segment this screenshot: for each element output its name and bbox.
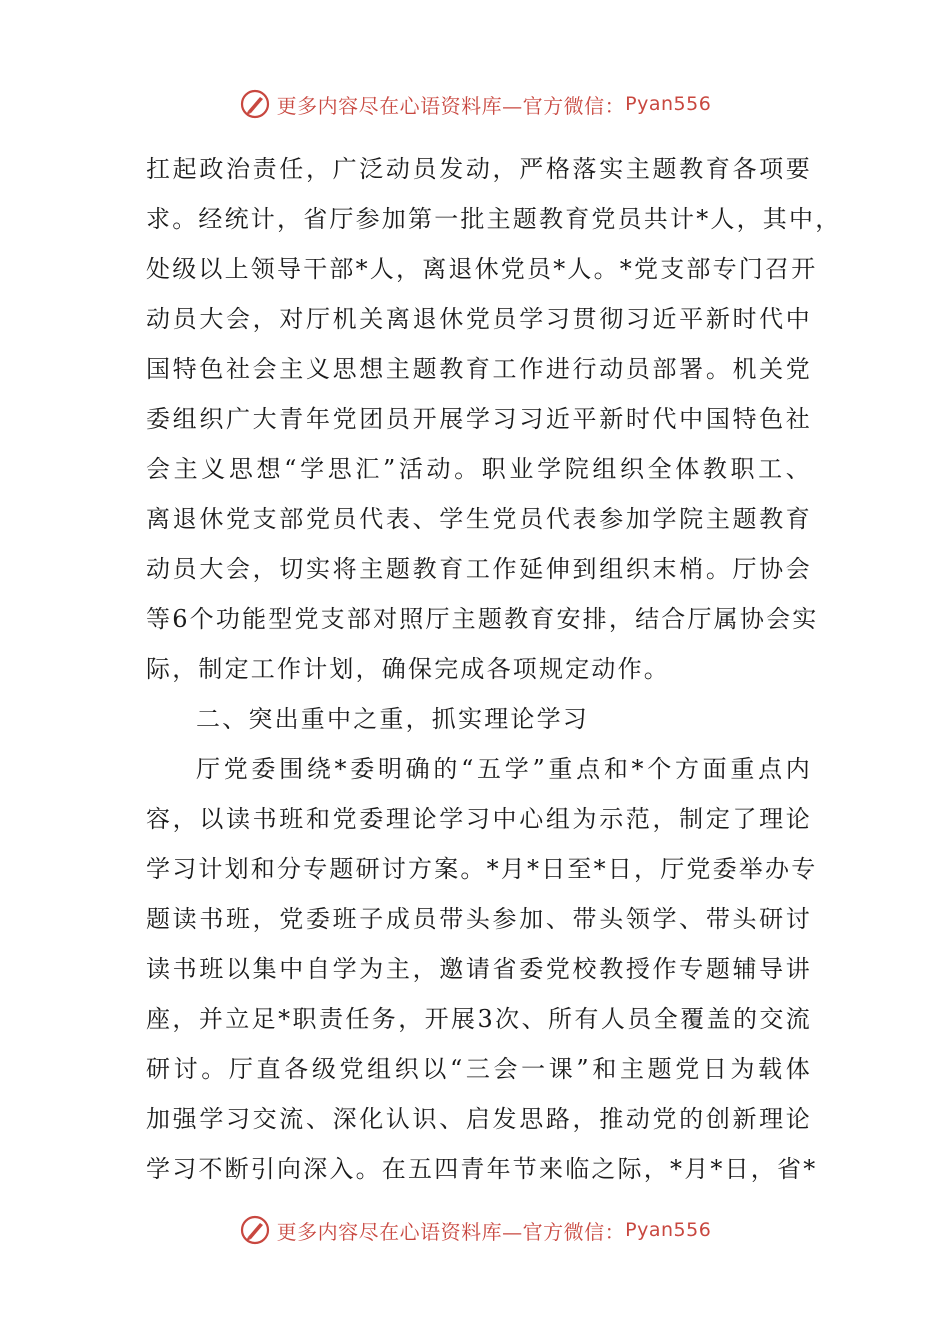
watermark-text: 更多内容尽在心语资料库—官方微信： (276, 1219, 626, 1244)
body-line: 研讨。厅直各级党组织以“三会一课”和主题党日为载体 (146, 1055, 812, 1083)
body-line: 动员大会，对厅机关离退休党员学习贯彻习近平新时代中 (146, 305, 812, 333)
body-line: 会主义思想“学思汇”活动。职业学院组织全体教职工、 (146, 455, 812, 483)
pen-circle-icon (239, 1214, 271, 1246)
body-line: 容，以读书班和党委理论学习中心组为示范，制定了理论 (146, 805, 812, 833)
section-heading: 二、突出重中之重，抓实理论学习 (196, 705, 589, 733)
watermark-footer (0, 1210, 950, 1250)
body-line: 处级以上领导干部*人，离退休党员*人。*党支部专门召开 (146, 255, 818, 283)
body-line: 动员大会，切实将主题教育工作延伸到组织末梢。厅协会 (146, 555, 812, 583)
body-line: 座，并立足*职责任务，开展3次、所有人员全覆盖的交流 (146, 1005, 812, 1033)
watermark-text: 更多内容尽在心语资料库—官方微信： (276, 93, 626, 118)
body-line: 学习计划和分专题研讨方案。*月*日至*日，厅党委举办专 (146, 855, 818, 883)
body-line: 国特色社会主义思想主题教育工作进行动员部署。机关党 (146, 355, 812, 383)
body-line: 扛起政治责任，广泛动员发动，严格落实主题教育各项要 (146, 155, 812, 183)
watermark-handle: Pyan556 (625, 93, 712, 115)
body-line: 厅党委围绕*委明确的“五学”重点和*个方面重点内 (196, 755, 812, 783)
body-line: 加强学习交流、深化认识、启发思路，推动党的创新理论 (146, 1105, 812, 1133)
document-body (146, 144, 842, 1194)
body-line: 学习不断引向深入。在五四青年节来临之际，*月*日，省* (146, 1155, 818, 1183)
watermark-header (0, 84, 950, 124)
watermark-handle: Pyan556 (625, 1219, 712, 1241)
body-line: 离退休党支部党员代表、学生党员代表参加学院主题教育 (146, 505, 812, 533)
pen-circle-icon (239, 88, 271, 120)
body-line: 委组织广大青年党团员开展学习习近平新时代中国特色社 (146, 405, 812, 433)
body-line: 求。经统计，省厅参加第一批主题教育党员共计*人，其中， (146, 205, 842, 233)
body-line: 等6个功能型党支部对照厅主题教育安排，结合厅属协会实 (146, 605, 819, 633)
body-line: 题读书班，党委班子成员带头参加、带头领学、带头研讨 (146, 905, 812, 933)
body-line: 读书班以集中自学为主，邀请省委党校教授作专题辅导讲 (146, 955, 812, 983)
body-line: 际，制定工作计划，确保完成各项规定动作。 (146, 655, 670, 683)
